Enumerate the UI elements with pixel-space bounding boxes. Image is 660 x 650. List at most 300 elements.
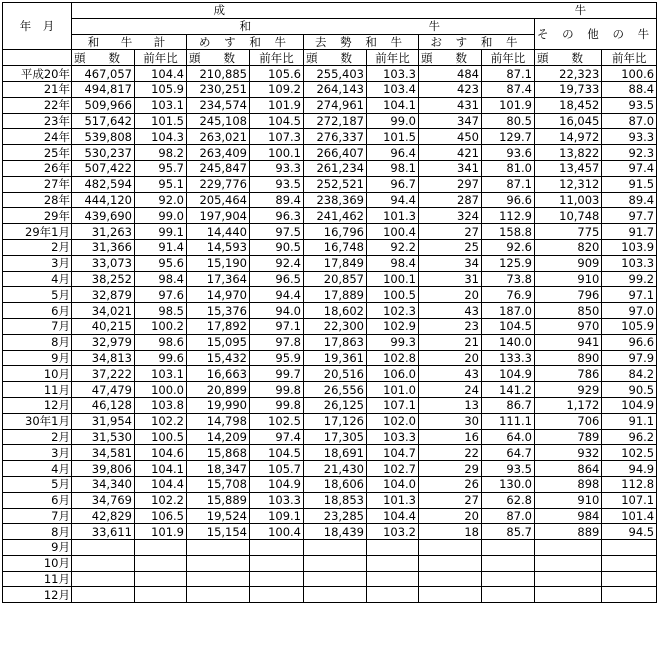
yoy-cell: 97.7 <box>602 208 657 224</box>
head-count-cell: 26,125 <box>304 397 367 413</box>
yoy-cell: 109.1 <box>250 508 304 524</box>
yoy-cell: 99.1 <box>135 224 187 240</box>
head-count-cell: 27 <box>419 224 482 240</box>
yoy-cell: 87.0 <box>602 113 657 129</box>
yoy-cell: 92.2 <box>367 239 419 255</box>
head-count-cell <box>72 555 135 571</box>
head-count-cell: 17,889 <box>304 287 367 303</box>
head-count-cell: 22,323 <box>535 66 602 82</box>
yoy-cell <box>482 587 535 603</box>
yoy-cell: 97.4 <box>602 160 657 176</box>
head-count-cell: 20,857 <box>304 271 367 287</box>
head-count-cell <box>72 587 135 603</box>
head-count-cell <box>419 540 482 556</box>
head-count-cell: 18,602 <box>304 303 367 319</box>
yoy-cell: 99.3 <box>367 334 419 350</box>
head-count-cell: 13,822 <box>535 145 602 161</box>
yoy-cell: 93.6 <box>482 145 535 161</box>
head-count-cell <box>72 540 135 556</box>
head-count-cell: 34 <box>419 255 482 271</box>
head-count-cell: 898 <box>535 476 602 492</box>
yoy-cell: 80.5 <box>482 113 535 129</box>
yoy-cell: 104.4 <box>135 476 187 492</box>
yoy-cell <box>482 540 535 556</box>
yoy-cell <box>367 571 419 587</box>
row-period: 5月 <box>3 287 72 303</box>
yoy-cell: 100.0 <box>135 382 187 398</box>
yoy-cell: 105.9 <box>135 81 187 97</box>
yoy-cell: 76.9 <box>482 287 535 303</box>
yoy-cell: 64.7 <box>482 445 535 461</box>
head-count-cell: 31,263 <box>72 224 135 240</box>
head-count-cell: 14,593 <box>187 239 250 255</box>
yoy-cell: 103.3 <box>250 492 304 508</box>
yoy-cell: 98.1 <box>367 160 419 176</box>
head-count-cell: 17,892 <box>187 318 250 334</box>
table-row <box>3 239 657 255</box>
head-count-cell: 43 <box>419 366 482 382</box>
yoy-cell: 89.4 <box>250 192 304 208</box>
row-period: 29年 <box>3 208 72 224</box>
head-count-cell <box>535 571 602 587</box>
yoy-cell: 101.3 <box>367 492 419 508</box>
yoy-cell: 97.9 <box>602 350 657 366</box>
yoy-cell <box>250 571 304 587</box>
head-count-cell: 17,126 <box>304 413 367 429</box>
yoy-cell <box>367 587 419 603</box>
yoy-cell: 92.0 <box>135 192 187 208</box>
head-count-cell: 210,885 <box>187 66 250 82</box>
yoy-cell: 101.4 <box>602 508 657 524</box>
head-count-cell: 15,376 <box>187 303 250 319</box>
head-count-cell: 820 <box>535 239 602 255</box>
head-count-cell: 910 <box>535 271 602 287</box>
head-count-cell: 539,808 <box>72 129 135 145</box>
yoy-cell: 98.4 <box>135 271 187 287</box>
head-count-cell: 18,347 <box>187 461 250 477</box>
head-count-cell: 38,252 <box>72 271 135 287</box>
head-count-cell: 15,889 <box>187 492 250 508</box>
head-count-cell: 255,403 <box>304 66 367 82</box>
head-count-cell: 16 <box>419 429 482 445</box>
head-count-header: 頭 数 <box>72 50 135 66</box>
head-count-cell: 23,285 <box>304 508 367 524</box>
yoy-cell: 100.5 <box>135 429 187 445</box>
head-count-cell: 18 <box>419 524 482 540</box>
head-count-cell <box>304 540 367 556</box>
header-steer-wagyu: 去 勢 和 牛 <box>304 34 419 50</box>
head-count-cell: 530,237 <box>72 145 135 161</box>
row-period: 平成20年 <box>3 66 72 82</box>
yoy-cell: 107.1 <box>367 397 419 413</box>
row-period: 2月 <box>3 239 72 255</box>
head-count-cell: 47,479 <box>72 382 135 398</box>
yoy-cell: 95.6 <box>135 255 187 271</box>
row-period: 30年1月 <box>3 413 72 429</box>
yoy-cell: 104.1 <box>135 461 187 477</box>
head-count-cell: 245,847 <box>187 160 250 176</box>
row-period: 9月 <box>3 540 72 556</box>
head-count-cell: 18,439 <box>304 524 367 540</box>
head-count-cell: 21,430 <box>304 461 367 477</box>
yoy-cell <box>602 555 657 571</box>
head-count-cell: 287 <box>419 192 482 208</box>
yoy-cell <box>602 540 657 556</box>
head-count-cell: 252,521 <box>304 176 367 192</box>
head-count-cell: 34,340 <box>72 476 135 492</box>
head-count-cell: 40,215 <box>72 318 135 334</box>
yoy-cell: 102.5 <box>250 413 304 429</box>
head-count-cell: 929 <box>535 382 602 398</box>
yoy-cell <box>250 555 304 571</box>
header-row-4 <box>3 50 657 66</box>
yoy-cell: 91.1 <box>602 413 657 429</box>
yoy-cell <box>135 571 187 587</box>
head-count-cell: 494,817 <box>72 81 135 97</box>
head-count-cell: 234,574 <box>187 97 250 113</box>
head-count-cell: 19,733 <box>535 81 602 97</box>
yoy-cell: 91.4 <box>135 239 187 255</box>
row-period: 2月 <box>3 429 72 445</box>
yoy-cell: 106.0 <box>367 366 419 382</box>
yoy-cell: 95.7 <box>135 160 187 176</box>
yoy-cell: 102.8 <box>367 350 419 366</box>
table-row <box>3 587 657 603</box>
head-count-cell: 423 <box>419 81 482 97</box>
head-count-cell: 33,073 <box>72 255 135 271</box>
table-row <box>3 429 657 445</box>
row-period: 11月 <box>3 571 72 587</box>
yoy-header: 前年比 <box>482 50 535 66</box>
head-count-cell: 910 <box>535 492 602 508</box>
yoy-cell: 100.1 <box>367 271 419 287</box>
head-count-header: 頭 数 <box>187 50 250 66</box>
table-row <box>3 255 657 271</box>
head-count-cell: 347 <box>419 113 482 129</box>
table-row <box>3 160 657 176</box>
yoy-cell <box>367 540 419 556</box>
head-count-cell: 18,452 <box>535 97 602 113</box>
yoy-cell: 93.5 <box>602 97 657 113</box>
yoy-cell: 112.8 <box>602 476 657 492</box>
row-period: 21年 <box>3 81 72 97</box>
yoy-cell: 89.4 <box>602 192 657 208</box>
head-count-cell: 22 <box>419 445 482 461</box>
head-count-cell: 467,057 <box>72 66 135 82</box>
yoy-cell: 104.3 <box>135 129 187 145</box>
subheader-blank <box>3 50 72 66</box>
yoy-cell: 125.9 <box>482 255 535 271</box>
head-count-cell: 706 <box>535 413 602 429</box>
head-count-cell: 230,251 <box>187 81 250 97</box>
yoy-cell: 103.8 <box>135 397 187 413</box>
yoy-cell: 101.5 <box>367 129 419 145</box>
head-count-cell: 263,021 <box>187 129 250 145</box>
table-row <box>3 224 657 240</box>
head-count-cell <box>535 555 602 571</box>
head-count-cell: 21 <box>419 334 482 350</box>
yoy-cell: 90.5 <box>250 239 304 255</box>
yoy-header: 前年比 <box>367 50 419 66</box>
row-period: 27年 <box>3 176 72 192</box>
head-count-cell: 238,369 <box>304 192 367 208</box>
table-row <box>3 413 657 429</box>
yoy-cell: 102.2 <box>135 492 187 508</box>
head-count-cell: 29 <box>419 461 482 477</box>
yoy-cell: 100.4 <box>250 524 304 540</box>
yoy-cell: 107.1 <box>602 492 657 508</box>
head-count-cell: 274,961 <box>304 97 367 113</box>
yoy-cell: 94.4 <box>250 287 304 303</box>
head-count-cell: 27 <box>419 492 482 508</box>
head-count-cell: 15,868 <box>187 445 250 461</box>
table-row <box>3 445 657 461</box>
yoy-cell <box>250 540 304 556</box>
yoy-cell: 95.9 <box>250 350 304 366</box>
row-period: 4月 <box>3 271 72 287</box>
head-count-cell: 431 <box>419 97 482 113</box>
head-count-cell: 261,234 <box>304 160 367 176</box>
yoy-cell: 104.9 <box>602 397 657 413</box>
header-gyu-top: 牛 <box>367 3 657 19</box>
yoy-cell: 99.8 <box>250 382 304 398</box>
yoy-cell: 90.5 <box>602 382 657 398</box>
yoy-cell: 106.5 <box>135 508 187 524</box>
table-row <box>3 97 657 113</box>
table-row <box>3 476 657 492</box>
row-period: 25年 <box>3 145 72 161</box>
head-count-cell: 14,972 <box>535 129 602 145</box>
yoy-cell: 99.2 <box>602 271 657 287</box>
head-count-cell: 786 <box>535 366 602 382</box>
yoy-cell: 93.5 <box>482 461 535 477</box>
head-count-cell: 484 <box>419 66 482 82</box>
head-count-cell: 932 <box>535 445 602 461</box>
head-count-cell: 970 <box>535 318 602 334</box>
head-count-cell: 31 <box>419 271 482 287</box>
table-row <box>3 571 657 587</box>
yoy-cell <box>250 587 304 603</box>
head-count-cell: 19,990 <box>187 397 250 413</box>
head-count-cell: 13,457 <box>535 160 602 176</box>
table-row <box>3 113 657 129</box>
head-count-cell: 20,516 <box>304 366 367 382</box>
row-period: 10月 <box>3 555 72 571</box>
head-count-cell: 941 <box>535 334 602 350</box>
yoy-cell: 104.9 <box>482 366 535 382</box>
yoy-header: 前年比 <box>135 50 187 66</box>
yoy-cell: 107.3 <box>250 129 304 145</box>
yoy-cell: 100.4 <box>367 224 419 240</box>
yoy-cell: 97.6 <box>135 287 187 303</box>
row-period: 6月 <box>3 303 72 319</box>
yoy-cell: 100.6 <box>602 66 657 82</box>
head-count-cell <box>187 571 250 587</box>
table-row <box>3 287 657 303</box>
yoy-cell: 111.1 <box>482 413 535 429</box>
header-row-1 <box>3 3 657 19</box>
yoy-cell: 101.5 <box>135 113 187 129</box>
yoy-cell: 96.2 <box>602 429 657 445</box>
head-count-cell: 37,222 <box>72 366 135 382</box>
row-period: 28年 <box>3 192 72 208</box>
head-count-cell: 12,312 <box>535 176 602 192</box>
yoy-cell: 104.4 <box>367 508 419 524</box>
head-count-cell: 263,409 <box>187 145 250 161</box>
yoy-cell: 85.7 <box>482 524 535 540</box>
yoy-cell: 103.2 <box>367 524 419 540</box>
yoy-cell: 94.9 <box>602 461 657 477</box>
table-row <box>3 555 657 571</box>
yoy-cell <box>602 571 657 587</box>
head-count-cell: 22,300 <box>304 318 367 334</box>
head-count-cell: 15,708 <box>187 476 250 492</box>
yoy-cell: 129.7 <box>482 129 535 145</box>
yoy-cell: 93.3 <box>250 160 304 176</box>
yoy-cell: 93.3 <box>602 129 657 145</box>
head-count-cell: 324 <box>419 208 482 224</box>
head-count-cell: 266,407 <box>304 145 367 161</box>
header-gyu-mid: 牛 <box>419 18 535 34</box>
head-count-cell: 1,172 <box>535 397 602 413</box>
head-count-cell: 796 <box>535 287 602 303</box>
yoy-cell: 105.7 <box>250 461 304 477</box>
yoy-cell: 96.5 <box>250 271 304 287</box>
yoy-cell: 87.4 <box>482 81 535 97</box>
yoy-cell: 87.0 <box>482 508 535 524</box>
head-count-cell <box>304 555 367 571</box>
year-month-header: 年 月 <box>3 3 72 50</box>
yoy-cell: 98.4 <box>367 255 419 271</box>
row-period: 22年 <box>3 97 72 113</box>
head-count-cell: 16,045 <box>535 113 602 129</box>
head-count-cell: 16,748 <box>304 239 367 255</box>
row-period: 12月 <box>3 397 72 413</box>
header-sei: 成 <box>72 3 367 19</box>
yoy-cell <box>135 587 187 603</box>
row-period: 8月 <box>3 334 72 350</box>
yoy-cell: 104.5 <box>482 318 535 334</box>
head-count-cell <box>535 587 602 603</box>
yoy-cell: 88.4 <box>602 81 657 97</box>
head-count-cell: 850 <box>535 303 602 319</box>
yoy-cell: 73.8 <box>482 271 535 287</box>
head-count-cell: 20 <box>419 508 482 524</box>
head-count-cell: 18,606 <box>304 476 367 492</box>
yoy-cell <box>482 555 535 571</box>
table-row <box>3 208 657 224</box>
head-count-cell: 241,462 <box>304 208 367 224</box>
yoy-cell: 101.0 <box>367 382 419 398</box>
head-count-cell: 17,849 <box>304 255 367 271</box>
yoy-cell: 104.4 <box>135 66 187 82</box>
yoy-cell: 92.4 <box>250 255 304 271</box>
head-count-cell: 34,813 <box>72 350 135 366</box>
yoy-cell: 101.9 <box>250 97 304 113</box>
table-row <box>3 192 657 208</box>
yoy-cell: 103.3 <box>367 429 419 445</box>
head-count-cell: 25 <box>419 239 482 255</box>
head-count-cell: 24 <box>419 382 482 398</box>
head-count-cell: 34,581 <box>72 445 135 461</box>
head-count-cell: 17,364 <box>187 271 250 287</box>
head-count-cell <box>187 540 250 556</box>
head-count-cell: 889 <box>535 524 602 540</box>
row-period: 3月 <box>3 255 72 271</box>
head-count-cell: 34,021 <box>72 303 135 319</box>
head-count-cell: 19,361 <box>304 350 367 366</box>
yoy-cell: 94.0 <box>250 303 304 319</box>
yoy-cell: 92.6 <box>482 239 535 255</box>
yoy-cell: 140.0 <box>482 334 535 350</box>
row-period: 11月 <box>3 382 72 398</box>
head-count-cell: 439,690 <box>72 208 135 224</box>
yoy-cell: 92.3 <box>602 145 657 161</box>
head-count-cell: 19,524 <box>187 508 250 524</box>
head-count-cell: 341 <box>419 160 482 176</box>
head-count-cell: 450 <box>419 129 482 145</box>
table-row <box>3 303 657 319</box>
head-count-cell: 33,611 <box>72 524 135 540</box>
head-count-cell: 46,128 <box>72 397 135 413</box>
head-count-cell: 16,663 <box>187 366 250 382</box>
head-count-cell: 517,642 <box>72 113 135 129</box>
head-count-cell <box>304 587 367 603</box>
row-period: 9月 <box>3 350 72 366</box>
head-count-cell: 32,979 <box>72 334 135 350</box>
head-count-cell: 229,776 <box>187 176 250 192</box>
head-count-cell: 197,904 <box>187 208 250 224</box>
yoy-header: 前年比 <box>602 50 657 66</box>
head-count-cell: 17,863 <box>304 334 367 350</box>
head-count-cell: 909 <box>535 255 602 271</box>
head-count-cell: 11,003 <box>535 192 602 208</box>
row-period: 3月 <box>3 445 72 461</box>
yoy-cell: 112.9 <box>482 208 535 224</box>
yoy-cell: 97.4 <box>250 429 304 445</box>
head-count-cell <box>187 587 250 603</box>
table-row <box>3 461 657 477</box>
yoy-cell: 104.5 <box>250 113 304 129</box>
head-count-cell: 14,440 <box>187 224 250 240</box>
head-count-cell: 864 <box>535 461 602 477</box>
yoy-cell <box>135 555 187 571</box>
header-wagyu-total: 和 牛 計 <box>72 34 187 50</box>
yoy-cell: 102.9 <box>367 318 419 334</box>
yoy-cell: 96.3 <box>250 208 304 224</box>
yoy-cell: 105.9 <box>602 318 657 334</box>
yoy-cell: 187.0 <box>482 303 535 319</box>
head-count-cell: 20,899 <box>187 382 250 398</box>
yoy-cell: 95.1 <box>135 176 187 192</box>
head-count-cell <box>419 587 482 603</box>
row-period: 10月 <box>3 366 72 382</box>
yoy-cell: 97.1 <box>602 287 657 303</box>
head-count-cell: 23 <box>419 318 482 334</box>
table-row <box>3 145 657 161</box>
table-row <box>3 397 657 413</box>
yoy-cell: 91.5 <box>602 176 657 192</box>
head-count-cell: 15,190 <box>187 255 250 271</box>
head-count-cell: 39,806 <box>72 461 135 477</box>
yoy-cell: 102.3 <box>367 303 419 319</box>
yoy-cell: 96.4 <box>367 145 419 161</box>
header-male-wagyu: お す 和 牛 <box>419 34 535 50</box>
head-count-cell <box>535 540 602 556</box>
row-period: 12月 <box>3 587 72 603</box>
table-row <box>3 129 657 145</box>
head-count-cell <box>304 571 367 587</box>
